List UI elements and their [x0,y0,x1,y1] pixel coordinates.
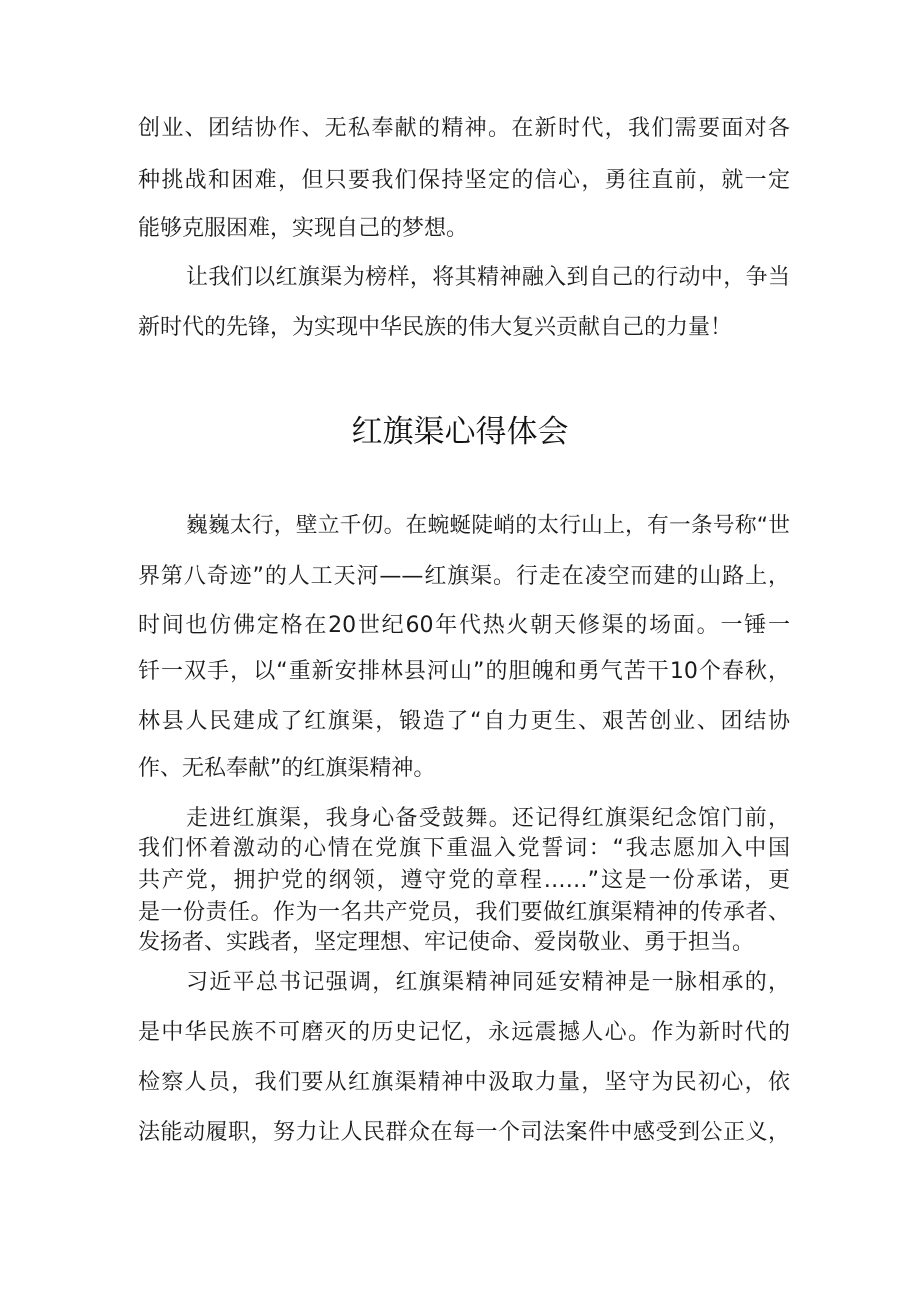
paragraph-line: 时间也仿佛定格在20世纪60年代热火朝天修渠的场面。一锤一 [138,613,790,638]
paragraph-line: 能够克服困难，实现自己的梦想。 [138,216,469,241]
paragraph-line: 新时代的先锋，为实现中华民族的伟大复兴贡献自己的力量！ [138,315,733,340]
paragraph-line: 钎一双手，以“重新安排林县河山”的胆魄和勇气苦干10个春秋， [138,659,790,684]
paragraph-line: 是中华民族不可磨灭的历史记忆，永远震撼人心。作为新时代的 [138,1020,790,1045]
paragraph-line: 是一份责任。作为一名共产党员，我们要做红旗渠精神的传承者、 [138,900,790,925]
paragraph-line: 种挑战和困难，但只要我们保持坚定的信心，勇往直前，就一定 [138,168,790,193]
paragraph-line: 走进红旗渠，我身心备受鼓舞。还记得红旗渠纪念馆门前， [186,806,790,831]
paragraph-line: 界第八奇迹”的人工天河——红旗渠。行走在凌空而建的山路上， [138,564,790,589]
paragraph-line: 共产党，拥护党的纲领，遵守党的章程……”这是一份承诺，更 [138,868,790,893]
paragraph-line: 我们怀着激动的心情在党旗下重温入党誓词：“我志愿加入中国 [138,836,790,861]
paragraph-line: 让我们以红旗渠为榜样，将其精神融入到自己的行动中，争当 [186,265,790,290]
paragraph-line: 发扬者、实践者，坚定理想、牢记使命、爱岗敬业、勇于担当。 [138,930,755,955]
page-title: 红旗渠心得体会 [351,414,569,450]
paragraph-line: 创业、团结协作、无私奉献的精神。在新时代，我们需要面对各 [138,116,790,141]
paragraph-line: 法能动履职，努力让人民群众在每一个司法案件中感受到公正义， [138,1120,790,1145]
paragraph-line: 巍巍太行，壁立千仞。在蜿蜒陡峭的太行山上，有一条号称“世 [186,513,790,538]
paragraph-line: 林县人民建成了红旗渠，锻造了“自力更生、艰苦创业、团结协 [138,709,790,734]
paragraph-line: 检察人员，我们要从红旗渠精神中汲取力量，坚守为民初心，依 [138,1070,790,1095]
paragraph-line: 习近平总书记强调，红旗渠精神同延安精神是一脉相承的， [186,970,790,995]
paragraph-line: 作、无私奉献”的红旗渠精神。 [138,756,436,781]
